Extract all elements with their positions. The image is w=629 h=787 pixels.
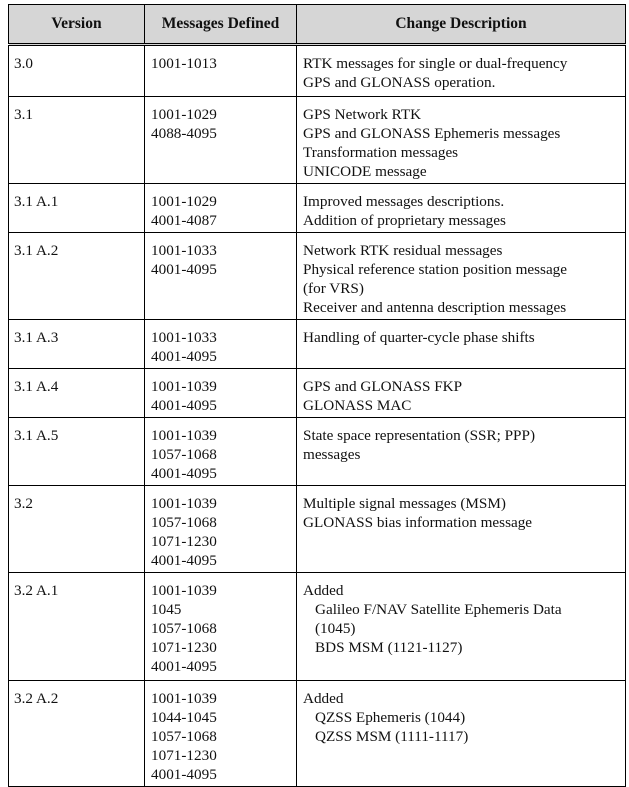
version-cell: 3.1 A.3 — [9, 320, 145, 369]
table-row — [9, 369, 626, 418]
messages-cell — [145, 320, 297, 369]
change-line: Improved messages descriptions. — [303, 193, 505, 210]
message-range: 4001-4087 — [151, 212, 217, 229]
change-line: UNICODE message — [303, 163, 427, 180]
message-range: 1044-1045 — [151, 709, 217, 726]
message-range: 4001-4095 — [151, 465, 217, 482]
table-row — [9, 233, 626, 320]
message-range: 1057-1068 — [151, 446, 217, 463]
header-version: Version — [9, 5, 145, 45]
messages-cell — [145, 681, 297, 787]
messages-cell — [145, 573, 297, 681]
version-cell: 3.1 A.5 — [9, 418, 145, 486]
message-range: 4001-4095 — [151, 658, 217, 675]
message-range: 4001-4095 — [151, 261, 217, 278]
change-line: GPS and GLONASS FKP — [303, 378, 463, 395]
change-line: Galileo F/NAV Satellite Ephemeris Data — [315, 601, 562, 618]
header-change-description: Change Description — [297, 5, 626, 45]
change-line: Added — [303, 690, 344, 707]
change-line: GPS and GLONASS operation. — [303, 74, 496, 91]
change-line: QZSS Ephemeris (1044) — [315, 709, 466, 726]
change-line: (for VRS) — [303, 280, 364, 297]
version-cell: 3.2 — [9, 486, 145, 573]
rtcm-version-table — [8, 4, 626, 787]
change-line: GPS Network RTK — [303, 106, 422, 123]
message-range: 1001-1039 — [151, 427, 217, 444]
messages-cell — [145, 97, 297, 184]
change-line: Receiver and antenna description messages — [303, 299, 567, 316]
version-cell: 3.0 — [9, 45, 145, 97]
message-range: 4088-4095 — [151, 125, 217, 142]
header-messages-defined: Messages Defined — [145, 5, 297, 45]
change-line: (1045) — [315, 620, 356, 637]
header-row — [9, 5, 626, 45]
change-description-cell — [297, 45, 626, 97]
table-row — [9, 184, 626, 233]
change-description-cell — [297, 97, 626, 184]
change-description-cell — [297, 320, 626, 369]
change-line: Handling of quarter-cycle phase shifts — [303, 329, 535, 346]
change-line: State space representation (SSR; PPP) — [303, 427, 536, 444]
messages-cell — [145, 418, 297, 486]
table-body — [9, 45, 626, 787]
change-line: Physical reference station position message — [303, 261, 568, 278]
messages-cell — [145, 369, 297, 418]
change-description-cell — [297, 184, 626, 233]
message-range: 1071-1230 — [151, 533, 217, 550]
message-range: 1057-1068 — [151, 728, 217, 745]
version-cell: 3.2 A.2 — [9, 681, 145, 787]
message-range: 1001-1039 — [151, 582, 217, 599]
table-row — [9, 681, 626, 787]
change-line: Network RTK residual messages — [303, 242, 503, 259]
table-row — [9, 573, 626, 681]
change-line: QZSS MSM (1111-1117) — [315, 728, 469, 745]
message-range: 1001-1029 — [151, 193, 217, 210]
message-range: 1057-1068 — [151, 514, 217, 531]
version-cell: 3.1 A.1 — [9, 184, 145, 233]
message-range: 1001-1029 — [151, 106, 217, 123]
messages-cell — [145, 184, 297, 233]
change-line: RTK messages for single or dual-frequency — [303, 55, 568, 72]
change-line: GPS and GLONASS Ephemeris messages — [303, 125, 561, 142]
version-cell: 3.1 — [9, 97, 145, 184]
change-line: Addition of proprietary messages — [303, 212, 506, 229]
table-row — [9, 320, 626, 369]
change-description-cell — [297, 418, 626, 486]
messages-cell — [145, 233, 297, 320]
change-line: GLONASS bias information message — [303, 514, 533, 531]
table-row — [9, 418, 626, 486]
change-line: Transformation messages — [303, 144, 459, 161]
message-range: 1045 — [151, 601, 182, 618]
change-description-cell — [297, 486, 626, 573]
change-description-cell — [297, 233, 626, 320]
message-range: 1001-1033 — [151, 242, 217, 259]
change-line: messages — [303, 446, 361, 463]
messages-cell — [145, 486, 297, 573]
change-line: BDS MSM (1121-1127) — [315, 639, 463, 656]
table-row — [9, 97, 626, 184]
version-cell: 3.1 A.2 — [9, 233, 145, 320]
message-range: 1001-1013 — [151, 55, 217, 72]
message-range: 1001-1039 — [151, 690, 217, 707]
message-range: 4001-4095 — [151, 397, 217, 414]
message-range: 4001-4095 — [151, 766, 217, 783]
message-range: 1001-1033 — [151, 329, 217, 346]
table-row — [9, 486, 626, 573]
message-range: 4001-4095 — [151, 348, 217, 365]
version-cell: 3.1 A.4 — [9, 369, 145, 418]
message-range: 1057-1068 — [151, 620, 217, 637]
message-range: 4001-4095 — [151, 552, 217, 569]
change-description-cell — [297, 369, 626, 418]
messages-cell — [145, 45, 297, 97]
message-range: 1071-1230 — [151, 747, 217, 764]
change-line: Added — [303, 582, 344, 599]
message-range: 1001-1039 — [151, 378, 217, 395]
change-line: Multiple signal messages (MSM) — [303, 495, 506, 512]
change-description-cell — [297, 573, 626, 681]
version-cell: 3.2 A.1 — [9, 573, 145, 681]
change-line: GLONASS MAC — [303, 397, 412, 414]
message-range: 1071-1230 — [151, 639, 217, 656]
message-range: 1001-1039 — [151, 495, 217, 512]
change-description-cell — [297, 681, 626, 787]
table-row — [9, 45, 626, 97]
